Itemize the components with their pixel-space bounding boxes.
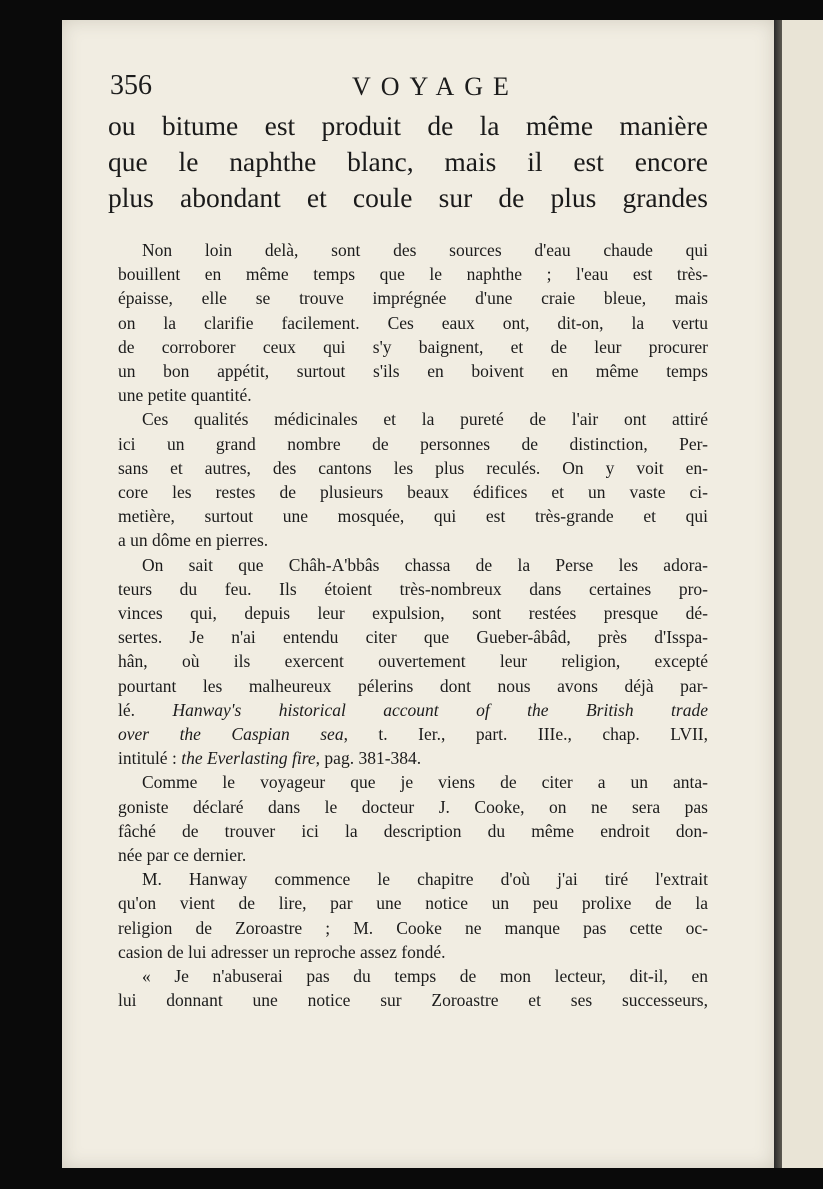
body-line: sans et autres, des cantons les plus reculés. On y voit en- <box>118 457 708 478</box>
body-line: fâché de trouver ici la description du même endroit don- <box>118 820 708 841</box>
body-text-block <box>118 238 708 1013</box>
body-line: vinces qui, depuis leur expulsion, sont restées presque dé- <box>118 603 708 624</box>
body-line: Non loin delà, sont des sources d'eau chaude qui <box>142 240 708 260</box>
running-title: VOYAGE <box>352 72 519 101</box>
body-line: intitulé : the Everlasting fire, pag. 381-384. <box>118 748 422 769</box>
body-line: core les restes de plusieurs beaux édifices et un vaste ci- <box>118 482 708 503</box>
body-line: a un dôme en pierres. <box>118 530 269 551</box>
body-line: Comme le voyageur que je viens de citer a un anta- <box>142 772 708 793</box>
body-line: Ces qualités médicinales et la pureté de l'air ont attiré <box>142 409 708 430</box>
body-line: « Je n'abuserai pas du temps de mon lecteur, dit-il, en <box>142 966 708 987</box>
facing-page-edge <box>782 20 823 1168</box>
body-line: une petite quantité. <box>118 385 252 406</box>
lead-text-block <box>108 108 708 216</box>
body-line: ici un grand nombre de personnes de distinction, Per- <box>118 433 708 454</box>
body-line: hân, où ils exercent ouvertement leur religion, excepté <box>118 651 708 672</box>
body-line: religion de Zoroastre ; M. Cooke ne manque pas cette oc- <box>118 917 708 938</box>
lead-line: que le naphthe blanc, mais il est encore <box>108 146 708 177</box>
body-line: casion de lui adresser un reproche assez fondé. <box>118 941 446 962</box>
body-line: lui donnant une notice sur Zoroastre et ses successeurs, <box>118 990 708 1011</box>
body-line: de corroborer ceux qui s'y baignent, et de leur procurer <box>118 336 708 357</box>
body-line: M. Hanway commence le chapitre d'où j'ai tiré l'extrait <box>142 869 708 890</box>
lead-line: plus abondant et coule sur de plus grandes <box>108 182 708 213</box>
body-line: sertes. Je n'ai entendu citer que Gueber-âbâd, près d'Isspa- <box>118 627 708 648</box>
body-line: teurs du feu. Ils étoient très-nombreux dans certaines pro- <box>118 578 708 599</box>
body-line: lé. Hanway's historical account of the British trade <box>118 699 708 720</box>
lead-line: ou bitume est produit de la même manière <box>108 110 708 141</box>
body-line: On sait que Châh-A'bbâs chassa de la Perse les adora- <box>142 554 708 575</box>
body-line: qu'on vient de lire, par une notice un peu prolixe de la <box>118 893 708 914</box>
page-header <box>108 68 708 108</box>
body-line: pourtant les malheureux pélerins dont nous avons déjà par- <box>118 675 708 696</box>
body-line: over the Caspian sea, t. Ier., part. IIIe., chap. LVII, <box>118 724 708 745</box>
body-line: bouillent en même temps que le naphthe ; l'eau est très- <box>118 264 708 285</box>
body-line: metière, surtout une mosquée, qui est très-grande et qui <box>118 506 708 527</box>
body-line: goniste déclaré dans le docteur J. Cooke, on ne sera pas <box>118 796 708 817</box>
body-line: épaisse, elle se trouve imprégnée d'une craie bleue, mais <box>118 288 708 309</box>
page-number: 356 <box>110 70 152 101</box>
body-line: on la clarifie facilement. Ces eaux ont, dit-on, la vertu <box>118 312 708 333</box>
body-line: née par ce dernier. <box>118 845 247 866</box>
body-line: un bon appétit, surtout s'ils en boivent en même temps <box>118 361 708 382</box>
